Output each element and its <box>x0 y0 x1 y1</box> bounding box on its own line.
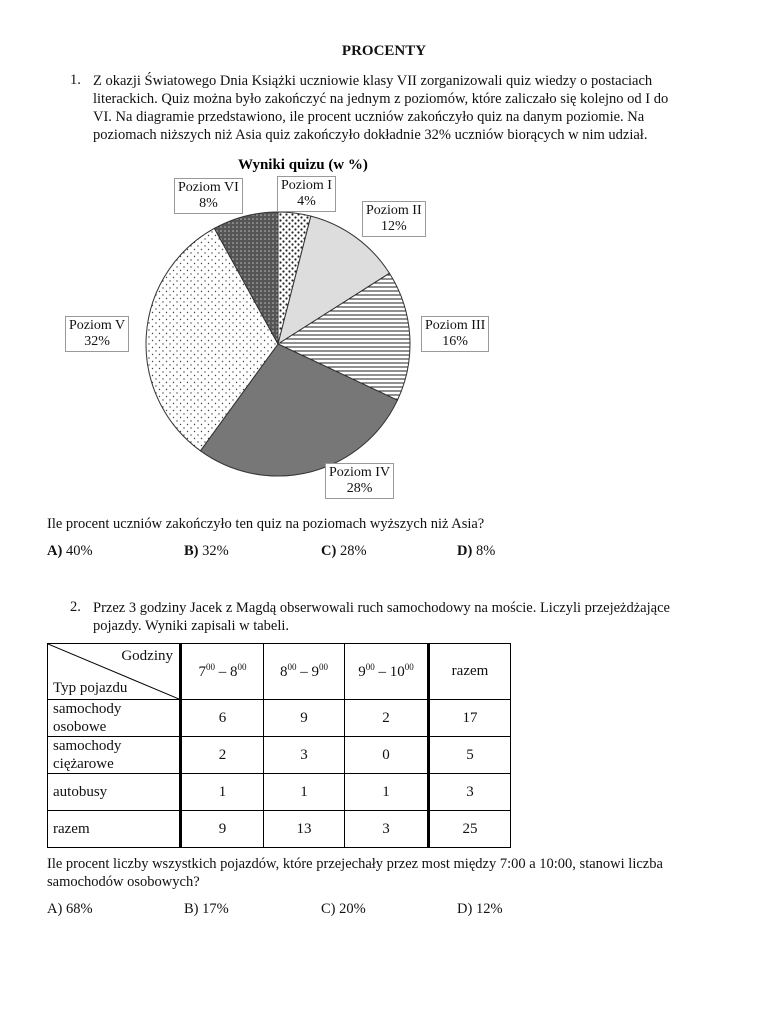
q1-answer-d[interactable]: D) 8% <box>457 543 496 559</box>
table-row <box>48 774 511 811</box>
q1-line: poziomach niższych niż Asia quiz zakończyło dokładnie 32% uczniów biorących w nim udział. <box>93 127 648 143</box>
q1-line: literackich. Quiz można było zakończyć na jednym z poziomów, które zaliczało się kolejno od I do <box>93 91 669 107</box>
table-cell: 9 <box>181 811 264 848</box>
q2-number: 2. <box>70 599 81 615</box>
table-cell: 1 <box>345 774 429 811</box>
q1-text <box>93 72 668 144</box>
q2-answer-c[interactable]: C) 20% <box>321 901 366 917</box>
row-label: autobusy <box>48 774 181 811</box>
chart-title: Wyniki quizu (w %) <box>238 157 368 173</box>
label-poziom-i: Poziom I 4% <box>277 176 336 212</box>
row-label: samochody osobowe <box>48 700 181 737</box>
table-sum-row <box>48 811 511 848</box>
table-header-row <box>48 644 511 700</box>
corner-top-label: Godziny <box>121 648 173 664</box>
q2-line: pojazdy. Wyniki zapisali w tabeli. <box>93 618 290 634</box>
pie-chart <box>60 150 520 500</box>
col-header-2: $8^{00} - 9^{00}$ <box>264 644 345 700</box>
q2-question: Ile procent liczby wszystkich pojazdów, które przejechały przez most między 7:00 a 10:00, stanowi liczba samochodów osobowych? <box>47 856 663 890</box>
table-cell-total: 17 <box>429 700 511 737</box>
q1-line: Z okazji Światowego Dnia Książki uczniowie klasy VII zorganizowali quiz wiedzy o postaciach <box>93 73 653 89</box>
table-cell: 2 <box>345 700 429 737</box>
table-cell: 9 <box>264 700 345 737</box>
table-cell-total: 5 <box>429 737 511 774</box>
table-cell: 1 <box>264 774 345 811</box>
table-cell: 2 <box>181 737 264 774</box>
q1-answer-a[interactable]: A) 40% <box>47 543 93 559</box>
label-poziom-ii: Poziom II 12% <box>362 201 426 237</box>
table-cell: 6 <box>181 700 264 737</box>
q1-line: VI. Na diagramie przedstawiono, ile procent uczniów zakończyło quiz na danym poziomie. Na <box>93 109 645 125</box>
table-cell-total: 3 <box>429 774 511 811</box>
table-cell: 13 <box>264 811 345 848</box>
q2-answer-d[interactable]: D) 12% <box>457 901 503 917</box>
label-poziom-vi: Poziom VI 8% <box>174 178 243 214</box>
q1-number: 1. <box>70 72 81 88</box>
col-header-3: $9^{00} - 10^{00}$ <box>345 644 429 700</box>
table-cell: 1 <box>181 774 264 811</box>
table-corner-cell <box>48 644 181 700</box>
row-label: razem <box>48 811 181 848</box>
traffic-table <box>47 643 511 848</box>
page-title: PROCENTY <box>341 43 427 59</box>
q1-answer-b[interactable]: B) 32% <box>184 543 229 559</box>
table-row <box>48 737 511 774</box>
table-row <box>48 700 511 737</box>
q2-line: Przez 3 godziny Jacek z Magdą obserwowali ruch samochodowy na moście. Liczyli przejeżdżające <box>93 600 670 616</box>
label-poziom-v: Poziom V 32% <box>65 316 129 352</box>
col-header-1: $7^{00} - 8^{00}$ <box>181 644 264 700</box>
q1-question: Ile procent uczniów zakończyło ten quiz na poziomach wyższych niż Asia? <box>47 516 485 532</box>
table-cell-total: 25 <box>429 811 511 848</box>
row-label: samochody ciężarowe <box>48 737 181 774</box>
col-header-total: razem <box>429 644 511 700</box>
q2-answer-a[interactable]: A) 68% <box>47 901 93 917</box>
table-cell: 0 <box>345 737 429 774</box>
q1-answer-c[interactable]: C) 28% <box>321 543 367 559</box>
q2-text <box>93 599 670 635</box>
q2-answer-b[interactable]: B) 17% <box>184 901 229 917</box>
corner-bottom-label: Typ pojazdu <box>53 680 128 696</box>
label-poziom-iii: Poziom III 16% <box>421 316 489 352</box>
table-cell: 3 <box>264 737 345 774</box>
label-poziom-iv: Poziom IV 28% <box>325 463 394 499</box>
table-cell: 3 <box>345 811 429 848</box>
